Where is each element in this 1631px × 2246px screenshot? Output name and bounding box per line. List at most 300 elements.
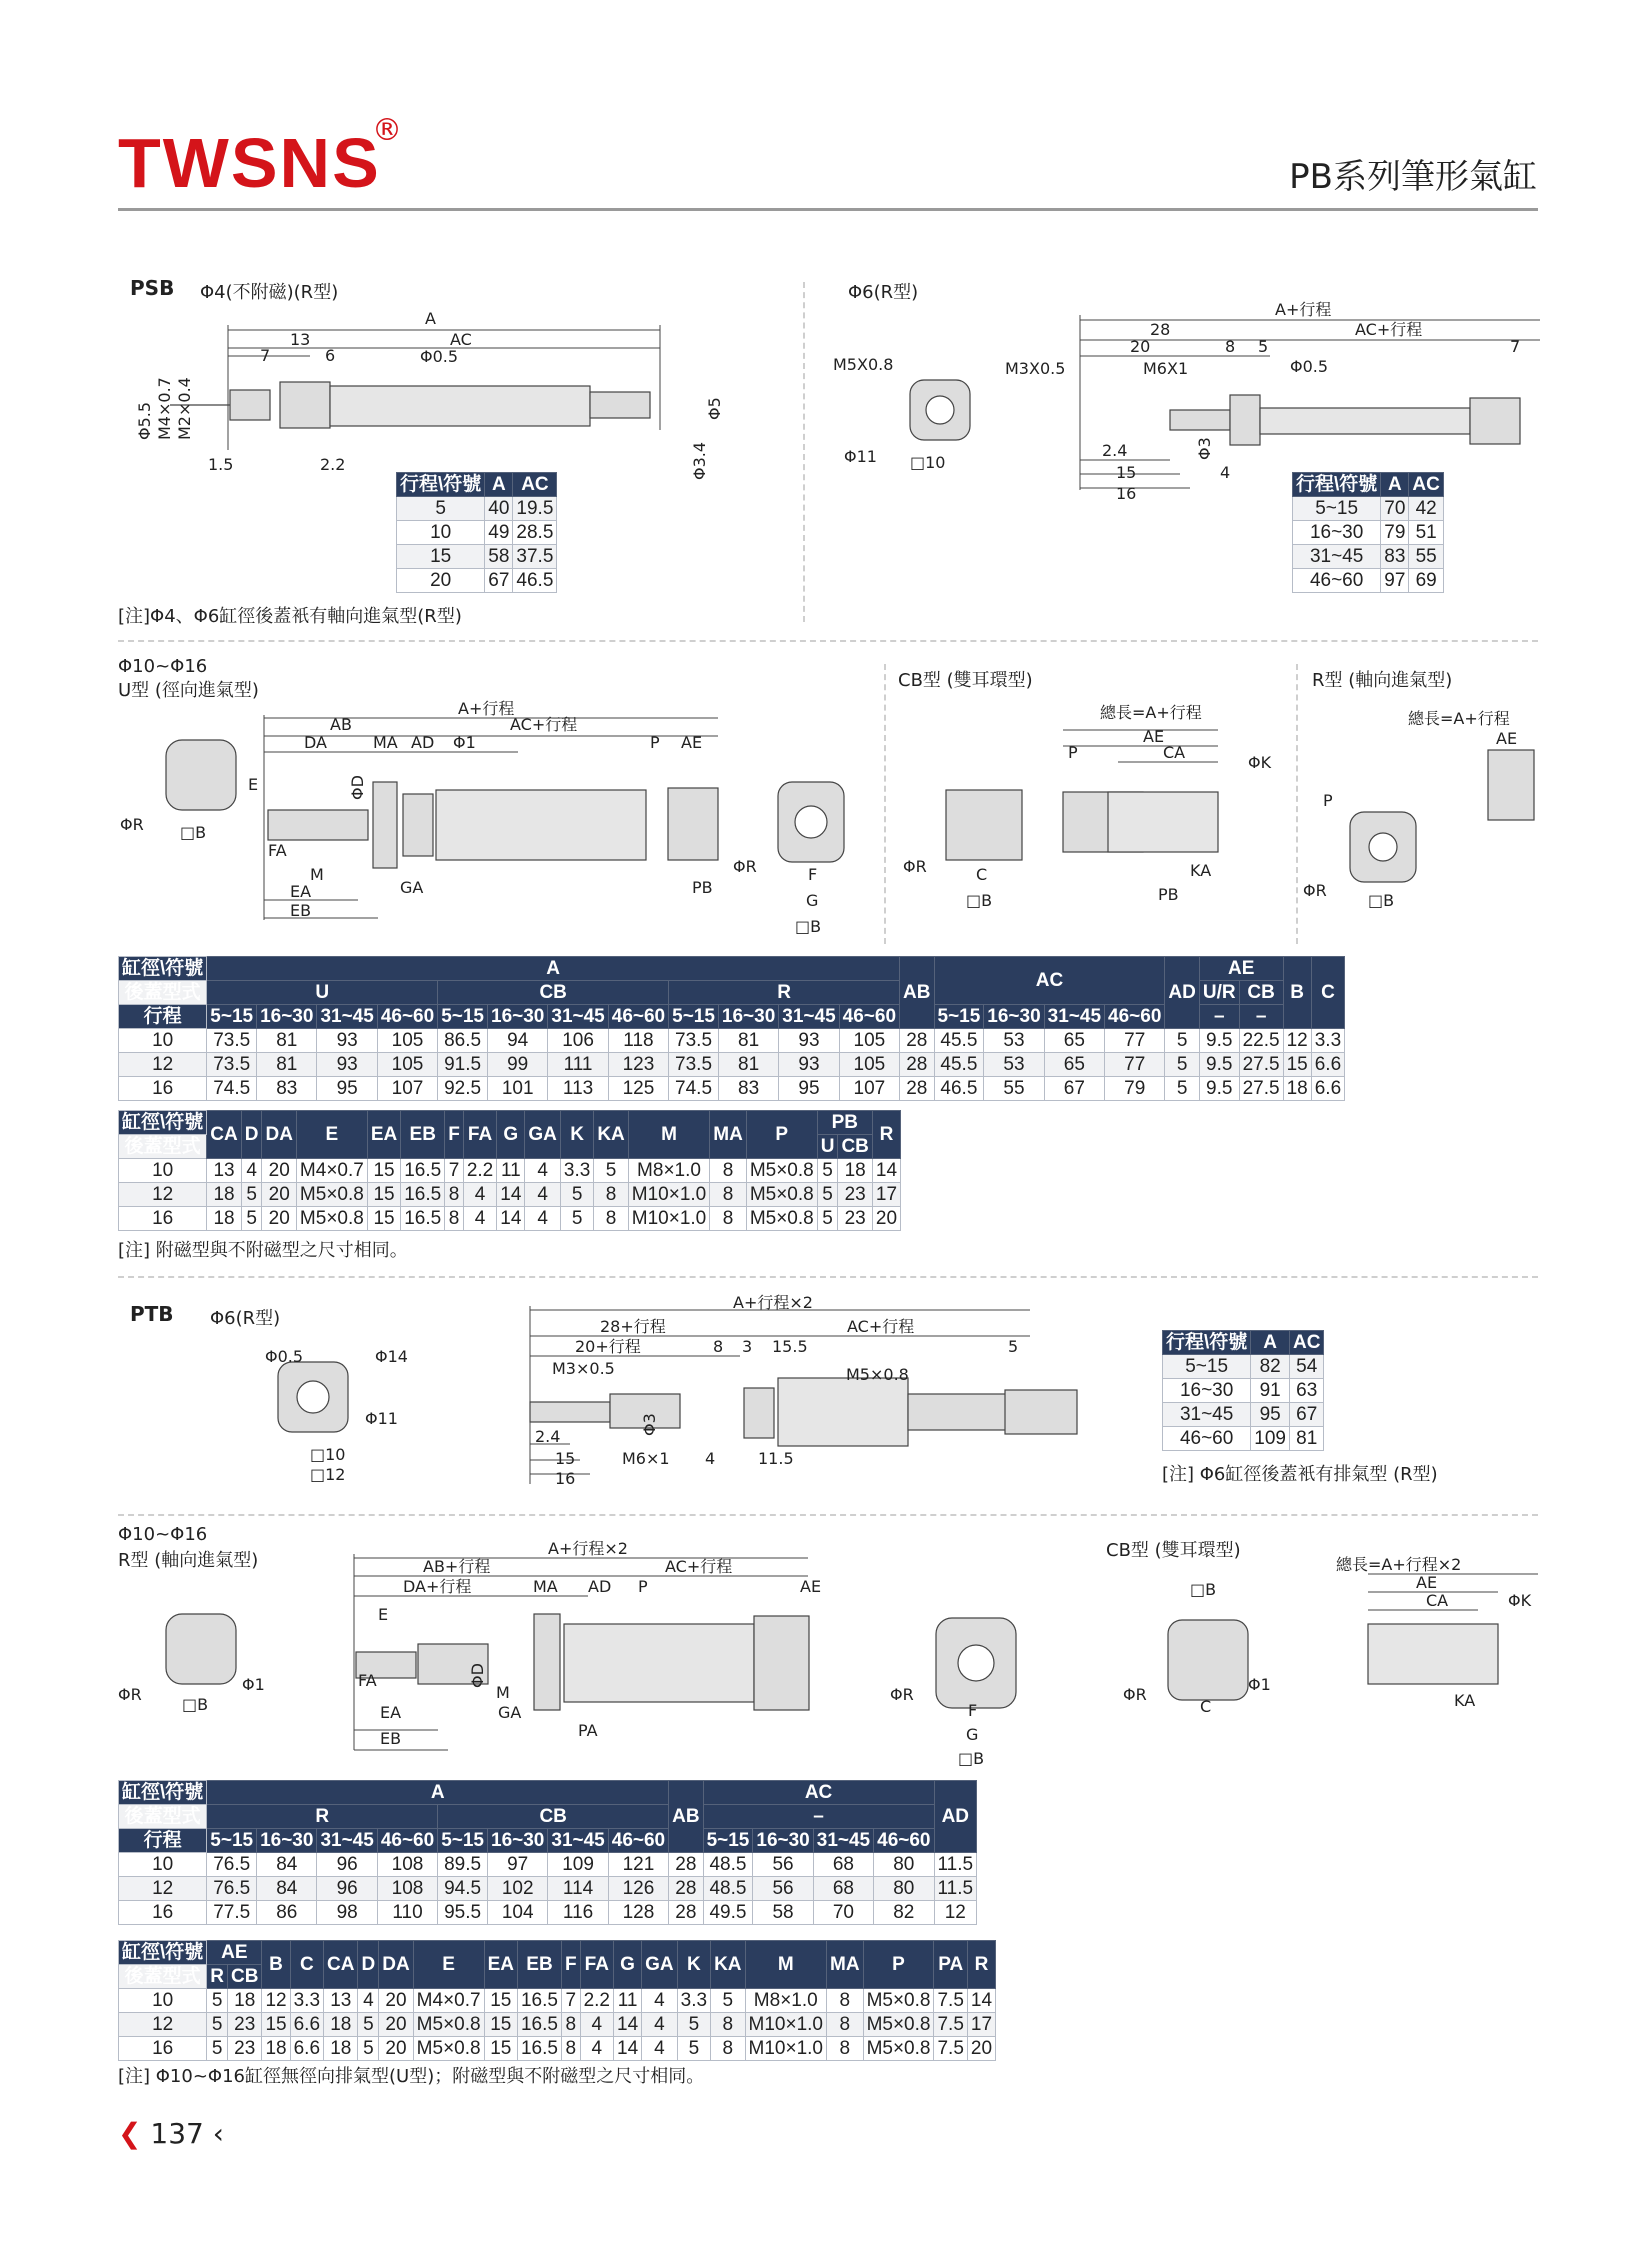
col-header: CA [324, 1941, 358, 1989]
table-cell: 16 [119, 2037, 207, 2061]
table-cell: 12 [262, 1989, 290, 2013]
table-cell: 77 [1105, 1053, 1165, 1077]
col-header: MA [710, 1111, 747, 1159]
table-cell: 15 [484, 2037, 517, 2061]
table-cell: 5 [207, 2013, 228, 2037]
table-cell: 55 [984, 1077, 1044, 1101]
ptb-title: PTB [130, 1302, 174, 1326]
table-cell: 16 [119, 1207, 207, 1231]
col-header: 16~30 [488, 1005, 548, 1029]
psb-drawing [120, 300, 724, 500]
dim-c: C [1200, 1697, 1212, 1716]
dim-28-stroke: 28+行程 [600, 1317, 666, 1336]
table-cell: 20 [872, 1207, 900, 1231]
dim-sqb: □B [180, 823, 207, 842]
table-cell: M10×1.0 [745, 2013, 826, 2037]
dim-phir: ΦR [733, 857, 757, 876]
table-cell: 94.5 [438, 1877, 488, 1901]
col-header: G [614, 1941, 642, 1989]
dim-f: F [968, 1701, 978, 1720]
dim-sq10: □10 [910, 453, 946, 472]
table-cell: 99 [488, 1053, 548, 1077]
col-header: 46~60 [874, 1829, 934, 1853]
col-header: 16~30 [488, 1829, 548, 1853]
table-cell: 18 [838, 1159, 872, 1183]
table-cell: 28 [900, 1077, 934, 1101]
table-cell: 27.5 [1239, 1053, 1283, 1077]
col-header: EA [367, 1111, 400, 1159]
table-cell: 4 [642, 2013, 678, 2037]
table-cell: 14 [872, 1159, 900, 1183]
table-cell: 6.6 [1311, 1053, 1344, 1077]
table-cell: 109 [1251, 1427, 1290, 1451]
note-4: [注] Φ10~Φ16缸徑無徑向排氣型(U型)；附磁型與不附磁型之尺寸相同。 [118, 2066, 705, 2087]
table-cell: 14 [614, 2037, 642, 2061]
dim-p: P [638, 1577, 648, 1596]
table-cell: 12 [1283, 1029, 1311, 1053]
row-header: 後蓋型式 [119, 981, 207, 1005]
col-header: U/R [1199, 981, 1239, 1005]
table-cell: 83 [257, 1077, 317, 1101]
dim-24: 2.4 [535, 1427, 561, 1446]
col-header: 5~15 [669, 1005, 719, 1029]
table-cell: 102 [488, 1877, 548, 1901]
col-header: 16~30 [257, 1005, 317, 1029]
table-cell: 58 [753, 1901, 813, 1925]
table-cell: 20 [379, 2013, 413, 2037]
table-cell: 82 [1251, 1355, 1290, 1379]
col-header: AC [1409, 473, 1443, 497]
brand-logo: TWSNS [118, 124, 381, 202]
table-cell: 5 [817, 1207, 838, 1231]
table-cell: 81 [257, 1053, 317, 1077]
table-cell: 12 [119, 1053, 207, 1077]
dim-f: F [808, 865, 818, 884]
col-header: AC [703, 1781, 934, 1805]
col-header: FA [463, 1111, 496, 1159]
col-header: MA [827, 1941, 864, 1989]
col-header: EB [517, 1941, 561, 1989]
table-cell: 28 [669, 1877, 703, 1901]
table-cell: 81 [257, 1029, 317, 1053]
dim-ae: AE [800, 1577, 822, 1596]
table-cell: 126 [608, 1877, 668, 1901]
table-cell: 8 [594, 1207, 628, 1231]
table-cell: 48.5 [703, 1853, 753, 1877]
table-cell: 53 [984, 1029, 1044, 1053]
dim-phid: ΦD [468, 1663, 487, 1688]
table-cell: 11.5 [934, 1877, 977, 1901]
table-cell: 8 [711, 2013, 745, 2037]
phi6-title: Φ6(R型) [848, 282, 919, 303]
table-cell: 58 [485, 545, 513, 569]
table-cell: 111 [548, 1053, 608, 1077]
table-cell: 40 [485, 497, 513, 521]
table-cell: 4 [358, 1989, 379, 2013]
col-header: 行程\符號 [1293, 473, 1381, 497]
table-cell: 108 [377, 1877, 437, 1901]
table-cell: 16.5 [517, 2013, 561, 2037]
dim-phi34: Φ3.4 [690, 441, 709, 480]
table-cell: 3.3 [560, 1159, 593, 1183]
dim-a-stroke-2: A+行程×2 [733, 1293, 813, 1312]
page-title: PB系列筆形氣缸 [1289, 157, 1537, 197]
table-cell: 82 [874, 1901, 934, 1925]
table-cell: 101 [488, 1077, 548, 1101]
table-cell: 13 [207, 1159, 241, 1183]
table-cell: 5 [241, 1183, 262, 1207]
dim-c: C [976, 865, 988, 884]
chevron-right-icon: ‹ [212, 2117, 224, 2150]
col-header: A [207, 957, 900, 981]
table-cell: 16 [119, 1077, 207, 1101]
dim-16: 16 [1116, 484, 1137, 503]
sec2-title: Φ10~Φ16 [118, 656, 208, 677]
dim-ac-stroke: AC+行程 [1355, 320, 1423, 339]
table-cell: 48.5 [703, 1877, 753, 1901]
col-header: K [560, 1111, 593, 1159]
table-cell: 83 [1381, 545, 1409, 569]
table-cell: 8 [711, 2037, 745, 2061]
table-cell: 42 [1409, 497, 1443, 521]
dim-ma: MA [373, 733, 398, 752]
psb-subtitle: Φ4(不附磁)(R型) [200, 282, 339, 303]
r-type-drawing [118, 1540, 1538, 1780]
table-cell: 69 [1409, 569, 1443, 593]
col-header: B [1283, 957, 1311, 1029]
table-cell: 23 [838, 1183, 872, 1207]
col-header: CB [1239, 981, 1283, 1005]
table-cell: 81 [718, 1029, 778, 1053]
col-header: DA [262, 1111, 296, 1159]
table-body [119, 1853, 977, 1925]
table-cell: 104 [488, 1901, 548, 1925]
table-cell: 123 [608, 1053, 668, 1077]
col-header: 46~60 [608, 1005, 668, 1029]
table-cell: 14 [497, 1207, 525, 1231]
table-cell: 84 [257, 1853, 317, 1877]
dim-phi3: Φ3 [640, 1413, 659, 1436]
table-cell: 31~45 [1163, 1403, 1251, 1427]
dim-ad: AD [588, 1577, 612, 1596]
table-cell: 63 [1289, 1379, 1323, 1403]
divider [803, 282, 805, 622]
col-header: DA [379, 1941, 413, 1989]
dim-m6: M6×1 [622, 1449, 670, 1468]
col-header: 16~30 [257, 1829, 317, 1853]
ptb-table [1162, 1330, 1324, 1451]
table-cell: 37.5 [513, 545, 557, 569]
dim-sqb: □B [182, 1695, 209, 1714]
col-header: 5~15 [438, 1829, 488, 1853]
table-cell: 79 [1105, 1077, 1165, 1101]
table-cell: 4 [525, 1183, 561, 1207]
col-header: CB [838, 1135, 872, 1159]
col-header: – [703, 1805, 934, 1829]
col-header: EB [401, 1111, 445, 1159]
dim-sqb: □B [958, 1749, 985, 1768]
dim-phi11: Φ11 [365, 1409, 398, 1428]
table-cell: 56 [753, 1853, 813, 1877]
dim-phi14: Φ14 [375, 1347, 408, 1366]
col-header: 16~30 [984, 1005, 1044, 1029]
dim-g: G [966, 1725, 979, 1744]
dim-13: 13 [290, 330, 311, 349]
table-cell: 28.5 [513, 521, 557, 545]
table-cell: 4 [463, 1207, 496, 1231]
registered-mark: ® [372, 113, 402, 148]
table-cell: 5 [1165, 1077, 1199, 1101]
table-cell: 28 [669, 1901, 703, 1925]
table-cell: 23 [228, 2013, 262, 2037]
col-header: KA [711, 1941, 745, 1989]
page-number [118, 2117, 224, 2150]
table-cell: 105 [377, 1053, 437, 1077]
col-header: AC [513, 473, 557, 497]
dim-sqb: □B [795, 917, 822, 936]
dim-28: 28 [1150, 320, 1171, 339]
dim-4: 4 [1220, 463, 1231, 482]
col-header: CA [207, 1111, 241, 1159]
col-header: 行程\符號 [1163, 1331, 1251, 1355]
table-cell: 70 [1381, 497, 1409, 521]
table-cell: 5 [677, 2013, 710, 2037]
table-cell: 8 [827, 1989, 864, 2013]
table-cell: 116 [548, 1901, 608, 1925]
table-body [119, 1989, 996, 2061]
col-header: KA [594, 1111, 628, 1159]
table-cell: 67 [1044, 1077, 1104, 1101]
dim-eb: EB [380, 1729, 402, 1748]
table-cell: 5 [1165, 1029, 1199, 1053]
col-header: B [262, 1941, 290, 1989]
table-cell: 97 [1381, 569, 1409, 593]
table-cell: M5×0.8 [746, 1183, 817, 1207]
dim-p: P [1068, 743, 1078, 762]
dim-pa: PA [578, 1721, 598, 1740]
table-cell: 96 [317, 1877, 377, 1901]
col-header: 31~45 [779, 1005, 839, 1029]
dim-ea: EA [380, 1703, 402, 1722]
table-cell: 12 [934, 1901, 977, 1925]
table-cell: 4 [525, 1207, 561, 1231]
dim-ca: CA [1163, 743, 1186, 762]
corner-header: 缸徑\符號 [119, 1111, 207, 1135]
dim-ae: AE [1143, 727, 1165, 746]
table-cell: 97 [488, 1853, 548, 1877]
col-header: 5~15 [207, 1005, 257, 1029]
table-cell: M5×0.8 [413, 2037, 484, 2061]
table-cell: M5×0.8 [863, 1989, 934, 2013]
table-cell: 49 [485, 521, 513, 545]
col-header: M [628, 1111, 709, 1159]
dim-phir: ΦR [118, 1685, 142, 1704]
table-cell: 53 [984, 1053, 1044, 1077]
dim-ea: EA [290, 882, 312, 901]
table-cell: 5 [817, 1183, 838, 1207]
table-cell: 73.5 [207, 1029, 257, 1053]
table-cell: 45.5 [934, 1053, 984, 1077]
col-header: 5~15 [207, 1829, 257, 1853]
table-cell: 7.5 [934, 1989, 967, 2013]
table-cell: 76.5 [207, 1853, 257, 1877]
dim-phir: ΦR [1123, 1685, 1147, 1704]
col-header: 31~45 [813, 1829, 873, 1853]
table-cell: 5 [594, 1159, 628, 1183]
table-cell: 11 [614, 1989, 642, 2013]
dim-15: 1.5 [208, 455, 234, 474]
dim-m3: M3X0.5 [1005, 359, 1066, 378]
col-header: R [207, 1805, 438, 1829]
note-2: [注] 附磁型與不附磁型之尺寸相同。 [118, 1240, 408, 1261]
col-header: AE [1199, 957, 1283, 981]
dim-sq12: □12 [310, 1465, 346, 1484]
table-cell: 18 [1283, 1077, 1311, 1101]
table-cell: M8×1.0 [628, 1159, 709, 1183]
col-header: C [1311, 957, 1344, 1029]
dim-sq10: □10 [310, 1445, 346, 1464]
dim-22: 2.2 [320, 455, 346, 474]
dim-phik: ΦK [1248, 753, 1272, 772]
dim-phi1: Φ1 [453, 733, 476, 752]
col-header: E [296, 1111, 367, 1159]
col-header: G [497, 1111, 525, 1159]
table-cell: M4×0.7 [413, 1989, 484, 2013]
table-cell: 74.5 [207, 1077, 257, 1101]
table-cell: 8 [827, 2037, 864, 2061]
table-cell: 4 [642, 1989, 678, 2013]
table-cell: 96 [317, 1853, 377, 1877]
table-cell: 2.2 [580, 1989, 613, 2013]
table-cell: 7.5 [934, 2037, 967, 2061]
table-cell: 91.5 [438, 1053, 488, 1077]
table-cell: M4×0.7 [296, 1159, 367, 1183]
table-cell: 108 [377, 1853, 437, 1877]
col-header: AD [934, 1781, 977, 1853]
dim-da: DA [304, 733, 327, 752]
table-cell: 56 [753, 1877, 813, 1901]
dim-155: 15.5 [772, 1337, 808, 1356]
table-cell: 68 [813, 1853, 873, 1877]
table-cell: 73.5 [669, 1053, 719, 1077]
table-cell: 10 [119, 1989, 207, 2013]
table-cell: M5×0.8 [296, 1183, 367, 1207]
table-cell: 51 [1409, 521, 1443, 545]
table-cell: 8 [710, 1183, 747, 1207]
table-cell: 5 [560, 1207, 593, 1231]
table-cell: 20 [397, 569, 485, 593]
col-header: 31~45 [548, 1005, 608, 1029]
col-header: R [669, 981, 900, 1005]
col-header: 46~60 [1105, 1005, 1165, 1029]
table-cell: 8 [561, 2037, 580, 2061]
table-cell: 16.5 [401, 1207, 445, 1231]
sec4-title: Φ10~Φ16 [118, 1524, 208, 1545]
sec2-cb-title: CB型 (雙耳環型) [898, 670, 1033, 691]
dim-ma: MA [533, 1577, 558, 1596]
table-cell: 15 [262, 2013, 290, 2037]
table-cell: M5×0.8 [746, 1159, 817, 1183]
col-header: A [207, 1781, 669, 1805]
col-header: AB [900, 957, 934, 1029]
dim-a: A [425, 309, 436, 328]
table-cell: 8 [561, 2013, 580, 2037]
table-cell: 91 [1251, 1379, 1290, 1403]
sec4-table-b [118, 1940, 996, 2061]
table-cell: 8 [827, 2013, 864, 2037]
table-cell: 10 [119, 1853, 207, 1877]
table-cell: 95 [1251, 1403, 1290, 1427]
corner-header: 缸徑\符號 [119, 1781, 207, 1805]
dim-20: 20 [1130, 337, 1151, 356]
table-cell: 73.5 [669, 1029, 719, 1053]
col-header: 31~45 [1044, 1005, 1104, 1029]
table-cell: M10×1.0 [628, 1183, 709, 1207]
table-cell: 20 [967, 2037, 995, 2061]
table-cell: 5 [207, 1989, 228, 2013]
table-cell: 3.3 [290, 1989, 323, 2013]
dim-pb: PB [692, 878, 713, 897]
dim-m: M [310, 865, 324, 884]
dim-da-stroke: DA+行程 [403, 1577, 472, 1596]
sec2-subtitle: U型 (徑向進氣型) [118, 680, 259, 701]
col-header: PB [817, 1111, 872, 1135]
dim-phi5: Φ5 [705, 397, 724, 420]
table-cell: 20 [379, 1989, 413, 2013]
dim-7: 7 [260, 346, 271, 365]
table-cell: 19.5 [513, 497, 557, 521]
table-cell: 113 [548, 1077, 608, 1101]
col-header: AD [1165, 957, 1199, 1029]
col-header: D [241, 1111, 262, 1159]
table-cell: 18 [262, 2037, 290, 2061]
table-cell: 5~15 [1293, 497, 1381, 521]
col-header: 46~60 [608, 1829, 668, 1853]
table-cell: 14 [497, 1183, 525, 1207]
dim-ca: CA [1426, 1591, 1449, 1610]
dim-ac: AC [450, 330, 472, 349]
col-header: U [207, 981, 438, 1005]
col-header: A [1381, 473, 1409, 497]
sec2-r-title: R型 (軸向進氣型) [1312, 670, 1453, 691]
col-header: F [445, 1111, 464, 1159]
table-cell: 128 [608, 1901, 668, 1925]
table-cell: 20 [262, 1207, 296, 1231]
table-cell: 105 [839, 1053, 899, 1077]
table-cell: 20 [262, 1159, 296, 1183]
table-cell: 93 [317, 1053, 377, 1077]
row-header: 後蓋型式 [119, 1965, 207, 1989]
table-cell: 74.5 [669, 1077, 719, 1101]
col-header: AC [934, 957, 1165, 1005]
table-cell: 15 [367, 1159, 400, 1183]
col-header: U [817, 1135, 838, 1159]
table-cell: 49.5 [703, 1901, 753, 1925]
dim-total: 總長=A+行程×2 [1336, 1555, 1462, 1574]
dim-a-stroke-2: A+行程×2 [548, 1539, 628, 1558]
table-cell: 5 [241, 1207, 262, 1231]
col-header: CB [438, 981, 669, 1005]
dim-6: 6 [325, 346, 336, 365]
table-cell: 23 [228, 2037, 262, 2061]
dim-ka: KA [1190, 861, 1212, 880]
table-cell: 114 [548, 1877, 608, 1901]
col-header: A [1251, 1331, 1290, 1355]
table-cell: 4 [463, 1183, 496, 1207]
table-cell: 83 [718, 1077, 778, 1101]
table-cell: 77.5 [207, 1901, 257, 1925]
chevron-left-icon: ❮ [118, 2117, 142, 2150]
